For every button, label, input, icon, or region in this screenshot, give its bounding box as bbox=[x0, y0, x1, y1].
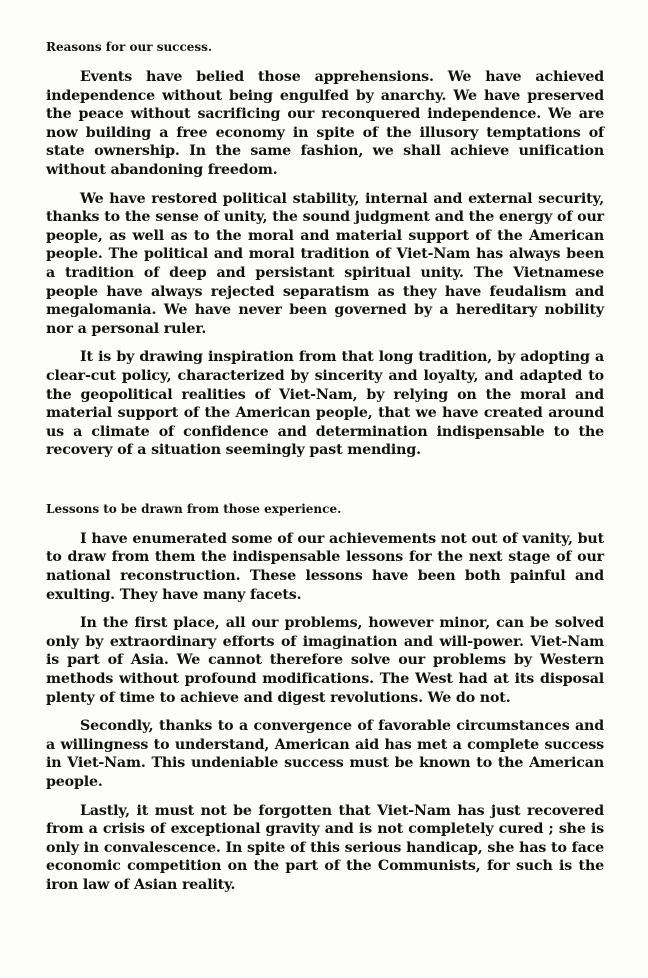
section-heading-reasons: Reasons for our success. bbox=[46, 40, 213, 54]
paragraph: I have enumerated some of our achievements not out of vanity, but to draw from them the indispensable lessons for the next stage of our national reconstruction. These lessons have been both painful and exulting. They have many facets. bbox=[46, 530, 604, 603]
paragraph: We have restored political stability, internal and external security, thanks to the sense of unity, the sound judgment and the energy of our people, as well as to the moral and material support of the American people. The political and moral tradition of Viet-Nam has always been a tradition of deep and persistant spiritual unity. The Vietnamese people have always rejected separatism as they have feudalism and megalomania. We have never been governed by a hereditary nobility nor a personal ruler. bbox=[46, 190, 604, 337]
paragraph: Lastly, it must not be forgotten that Viet-Nam has just recovered from a crisis of exceptional gravity and is not completely cured ; she is only in convalescence. In spite of this serious handicap, she has to face economic competition on the part of the Communists, for such is the iron law of Asian reality. bbox=[46, 802, 604, 893]
paragraph: Secondly, thanks to a convergence of favorable circumstances and a willingness to understand, American aid has met a complete success in Viet-Nam. This undeniable success must be known to the American people. bbox=[46, 718, 604, 790]
paragraph: In the first place, all our problems, however minor, can be solved only by extraordinary efforts of imagination and will-power. Viet-Nam is part of Asia. We cannot therefore solve our problems by Western methods without profound modifications. The West had at its disposal plenty of time to achieve and digest revolutions. We do not. bbox=[46, 615, 604, 706]
document-body bbox=[46, 38, 604, 895]
section-heading-lessons: Lessons to be drawn from those experience. bbox=[46, 501, 342, 516]
paragraph: It is by drawing inspiration from that long tradition, by adopting a clear-cut policy, characterized by sincerity and loyalty, and adapted to the geopolitical realities of Viet-Nam, by relying on the moral and material support of the American people, that we have created around us a climate of confidence and determination indispensable to the recovery of a situation seemingly past mending. bbox=[46, 349, 604, 459]
paragraph: Events have belied those apprehensions. We have achieved independence without being engulfed by anarchy. We have preserved the peace without sacrificing our reconquered independence. We are now building a free economy in spite of the illusory temptations of state ownership. In the same fashion, we shall achieve unification without abandoning freedom. bbox=[46, 69, 604, 178]
